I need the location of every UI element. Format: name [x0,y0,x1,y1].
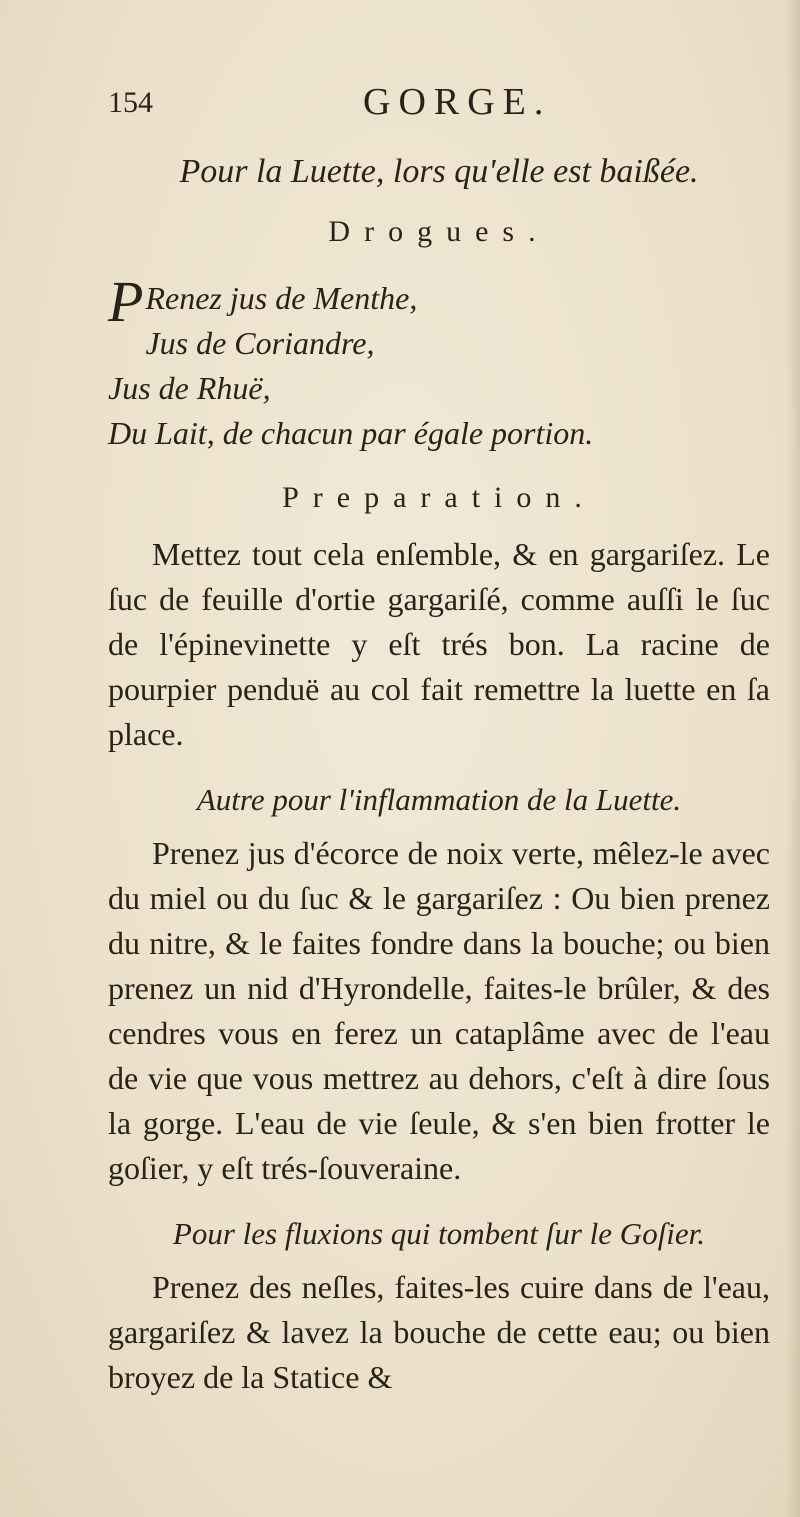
page-header [108,80,770,140]
drogues-heading: Drogues. [328,215,550,248]
section-title-luette: Pour la Luette, lors qu'elle est baißée. [179,153,699,190]
running-head: GORGE. [363,81,552,123]
preparation-paragraph [108,532,770,757]
inflammation-paragraph [108,831,770,1191]
inflammation-text: Prenez jus d'écorce de noix verte, mêlez-le avec du miel ou du ſuc & le gargariſez : Ou bien prenez du nitre, & le faites fondre dans la bouche; ou bien prenez un nid d'Hyrondelle, faites-le brûler, & des cendres vous en ferez un cataplâme avec de l'eau de vie que vous mettrez au dehors, c'eſt à dire ſous la gorge. L'eau de vie ſeule, & s'en bien frotter le goſier, y eſt trés-ſouveraine. [108,835,770,1186]
recipe-line-2: Jus de Coriandre, [145,325,375,361]
recipe-line-3: Jus de Rhuë, [108,370,271,406]
page-number: 154 [108,86,153,119]
recipe-line-1: Renez jus de Menthe, [145,280,418,316]
fluxions-paragraph [108,1265,770,1400]
section-title-fluxions: Pour les fluxions qui tombent ſur le Goſier. [172,1216,706,1251]
section-title-inflammation: Autre pour l'inflammation de la Luette. [196,782,682,817]
page-content [108,80,770,1400]
preparation-text: Mettez tout cela enſemble, & en gargariſez. Le ſuc de feuille d'ortie gargariſé, comme auſſi le ſuc de l'épinevinette y eſt trés bon. La racine de pourpier penduë au col fait remettre la luette en ſa place. [108,536,770,752]
page-edge-shadow [786,0,800,1517]
preparation-heading: Preparation. [282,481,596,514]
drop-cap: P [108,269,144,334]
recipe-line-4: Du Lait, de chacun par égale portion. [108,415,594,451]
fluxions-text: Prenez des neſles, faites-les cuire dans de l'eau, gargariſez & lavez la bouche de cette eau; ou bien broyez de la Statice & [108,1269,770,1395]
recipe-list [108,269,770,456]
